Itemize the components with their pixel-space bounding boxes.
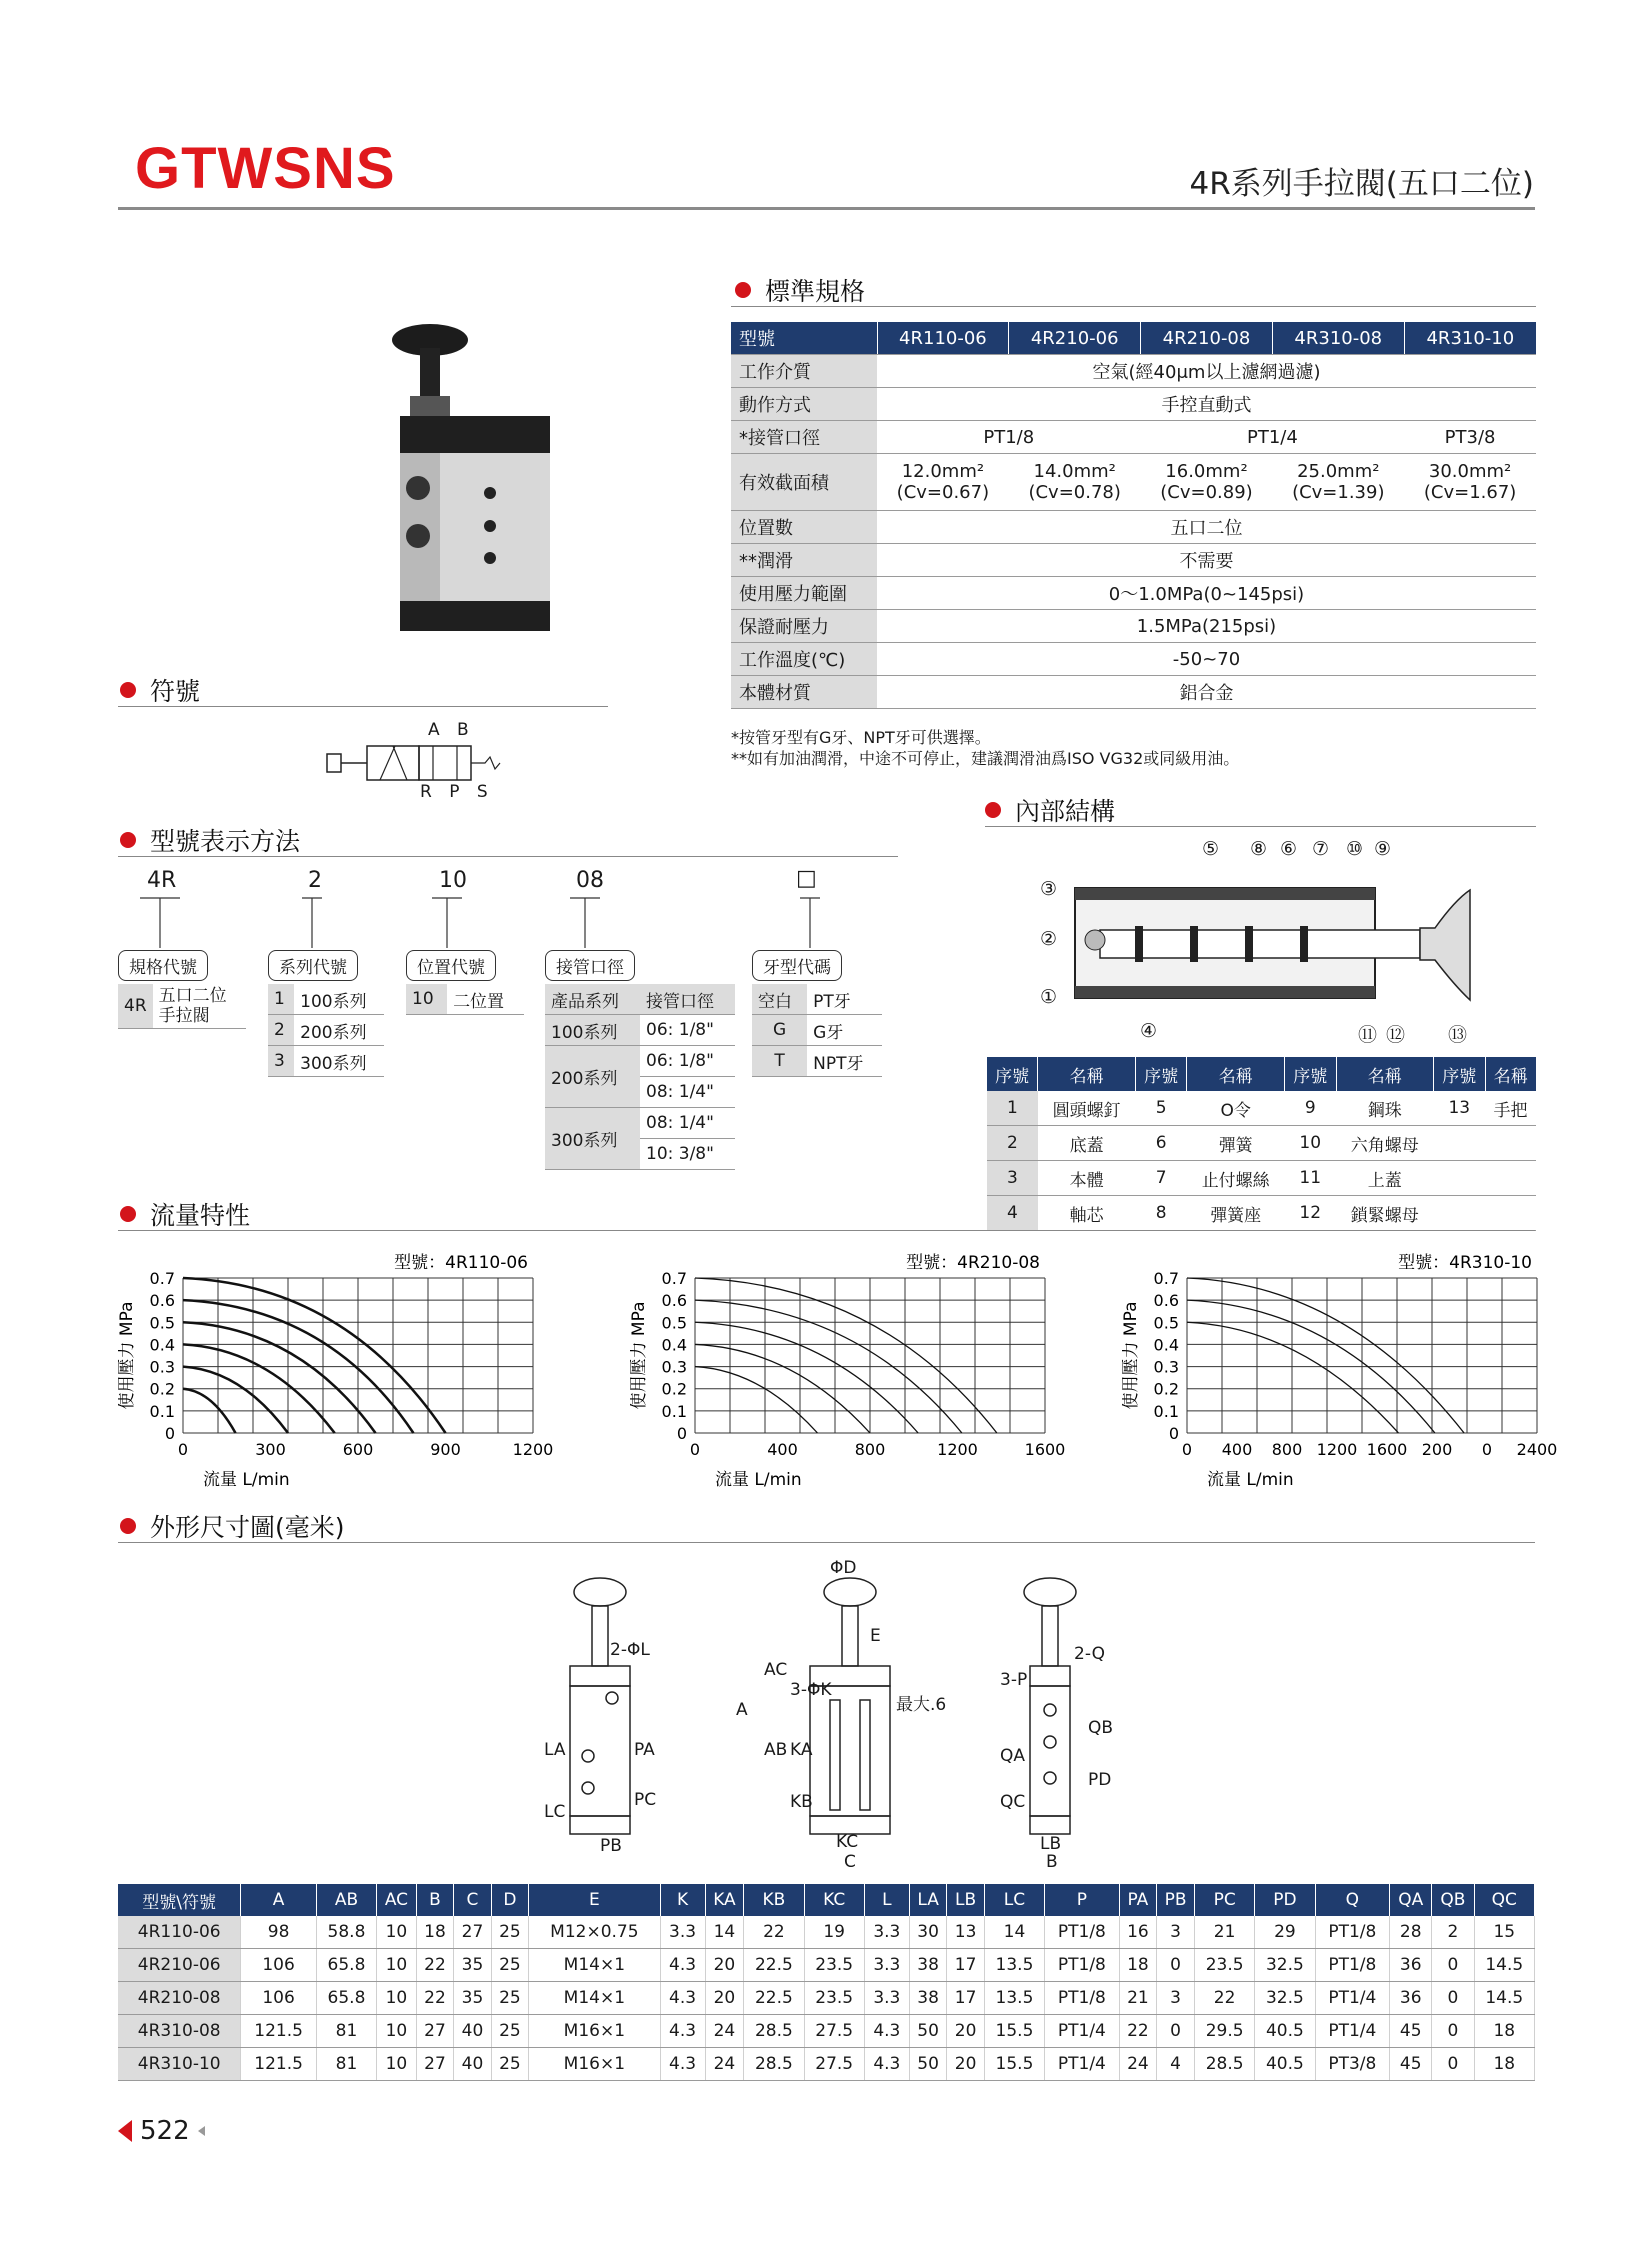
table-row: 4R310-08 121.5 81 10 27 40 25 M16×1 4.3 24 28.5 27.5 4.3 50 20 15.5 PT1/4 22 0 29.5 40.5 PT1/4 45 0 18: [118, 2015, 1535, 2048]
section-flow: 流量特性: [120, 1196, 250, 1232]
flow-curve: [695, 1367, 818, 1433]
badge-series: 系列代號: [268, 950, 358, 981]
y-tick-label: 0: [164, 1424, 175, 1443]
y-tick-label: 0.7: [1153, 1269, 1179, 1288]
x-tick-label: 1200: [512, 1440, 554, 1459]
y-tick-label: 0.2: [661, 1379, 687, 1399]
x-axis-label: 流量 L/min: [1207, 1470, 1294, 1488]
bullet-icon: [120, 682, 136, 698]
small-arrow-icon: [198, 2126, 205, 2136]
x-tick-label: 1600: [1366, 1440, 1408, 1459]
y-tick-label: 0.1: [661, 1401, 687, 1421]
parts-table: 序號 名稱 序號 名稱 序號 名稱 序號 名稱 1 圓頭螺釘 5 O令 9 鋼珠 13 手把 2 底蓋 6 彈簧 10 六角螺母 3 本體 7 止付螺絲 11 上蓋 4 軸芯 8 彈簧座 12 鎖緊螺母: [987, 1057, 1536, 1231]
x-tick-label: 0: [177, 1440, 189, 1459]
y-tick-label: 0: [1168, 1424, 1179, 1443]
y-tick-label: 0.3: [1153, 1357, 1179, 1377]
y-tick-label: 0.4: [661, 1335, 687, 1355]
y-tick-label: 0.1: [1153, 1401, 1179, 1421]
y-tick-label: 0.6: [1153, 1291, 1179, 1311]
y-tick-label: 0.7: [149, 1269, 175, 1288]
table-row: 4R210-08 106 65.8 10 22 35 25 M14×1 4.3 20 22.5 23.5 3.3 38 17 13.5 PT1/8 21 3 22 32.5 PT1/4 36 0 14.5: [118, 1982, 1535, 2015]
badge-spec: 規格代號: [118, 950, 208, 981]
x-axis-label: 流量 L/min: [715, 1470, 802, 1488]
flow-curve: [695, 1322, 918, 1433]
position-code-table: 10 二位置: [406, 984, 524, 1015]
y-tick-label: 0.5: [149, 1313, 175, 1333]
page-number: 522: [118, 2116, 205, 2146]
x-axis-label: 流量 L/min: [203, 1470, 290, 1488]
x-tick-label: 800: [1271, 1440, 1303, 1459]
table-row: 2 底蓋 6 彈簧 10 六角螺母: [987, 1126, 1536, 1161]
thread-code-table: 空白 PT牙 G G牙 T NPT牙: [752, 984, 882, 1077]
y-tick-label: 0.5: [661, 1313, 687, 1333]
badge-position: 位置代號: [406, 950, 496, 981]
table-row: 4R110-06 98 58.8 10 18 27 25 M12×0.75 3.3 14 22 19 3.3 30 13 14 PT1/8 16 3 21 29 PT1/8 28 2 15: [118, 1916, 1535, 1949]
chart-title: 型號：4R210-08: [906, 1253, 1040, 1273]
code-part-position: 10: [439, 868, 467, 893]
bullet-icon: [120, 1206, 136, 1222]
section-model: 型號表示方法: [120, 822, 300, 858]
x-tick-label: 200: [1421, 1440, 1453, 1459]
code-part-spec: 4R: [147, 868, 177, 893]
x-tick-label: 1200: [1316, 1440, 1358, 1459]
flow-curve: [183, 1367, 288, 1433]
x-tick-label: 900: [430, 1440, 461, 1459]
y-tick-label: 0.7: [661, 1269, 687, 1288]
table-row: 3 本體 7 止付螺絲 11 上蓋: [987, 1161, 1536, 1196]
y-tick-label: 0.5: [1153, 1313, 1179, 1333]
y-axis-label: 使用壓力 MPa: [1122, 1301, 1141, 1410]
flow-curve: [1187, 1278, 1464, 1433]
product-photo: [370, 318, 570, 648]
y-tick-label: 0.2: [149, 1379, 175, 1399]
dimensions-table: 型號\符號 A AB AC B C D E K KA KB KC L LA LB LC P PA PB PC PD Q QA QB QC 4R110-06 98 58.8 10 18 27 25 M12×0.75 3.3 14 22 19 3.3 30 13 14 PT1/8 16 3 21 29 PT1/8 28 2 15 4R210-06 106 65.8 10 22 35 25 M14×1 4.3 20 22.5 23.5 3.3 38 17 13.5 PT1/8 18 0 23.5 32.5 PT1/8 36 0 14.5 4R210-08 106 65.8 10 22 35 25 M14×1 4.3 20 22.5 23.5 3.3 38 17 13.5 PT1/8 21 3 22 32.5 PT1/4 36 0 14.5 4R310-08 121.5 81 10 27 40 25 M16×1 4.3 24 28.5 27.5 4.3 50 20 15.5 PT1/4 22 0 29.5 40.5 PT1/4 45 0 18 4R310-10 121.5 81 10 27 40 25 M16×1 4.3 24 28.5 27.5 4.3 50 20 15.5 PT1/4 24 4 28.5 40.5 PT3/8 45 0 18: [118, 1884, 1535, 2081]
code-part-series: 2: [308, 868, 322, 893]
internal-structure-drawing: [1040, 860, 1480, 1030]
table-row: 4R210-06 106 65.8 10 22 35 25 M14×1 4.3 20 22.5 23.5 3.3 38 17 13.5 PT1/8 18 0 23.5 32.5 PT1/8 36 0 14.5: [118, 1949, 1535, 1982]
symbol-top-ports: A B: [428, 720, 475, 740]
y-tick-label: 0.4: [1153, 1335, 1179, 1355]
table-row: 4R310-10 121.5 81 10 27 40 25 M16×1 4.3 24 28.5 27.5 4.3 50 20 15.5 PT1/4 24 4 28.5 40.5 PT3/8 45 0 18: [118, 2048, 1535, 2081]
x-tick-label: 1600: [1024, 1440, 1066, 1459]
flow-chart-3: [1122, 1248, 1577, 1492]
series-code-table: 1 100系列 2 200系列 3 300系列: [268, 984, 384, 1077]
symbol-bottom-ports: R P S: [420, 782, 494, 802]
bullet-icon: [735, 282, 751, 298]
section-dims: 外形尺寸圖(毫米): [120, 1508, 345, 1544]
table-row: 4 軸芯 8 彈簧座 12 鎖緊螺母: [987, 1196, 1536, 1231]
flow-chart-2: [630, 1248, 1085, 1492]
x-tick-label: 300: [255, 1440, 286, 1459]
y-tick-label: 0.6: [149, 1291, 175, 1311]
section-spec: 標準規格: [735, 272, 865, 308]
y-tick-label: 0.2: [1153, 1379, 1179, 1399]
brand-logo: GTWSNS: [135, 136, 396, 201]
table-row: 1 圓頭螺釘 5 O令 9 鋼珠 13 手把: [987, 1091, 1536, 1126]
dimension-labels: ΦD E 2-ΦL LA LC PA PC PB A AC AB KA KB 3-ΦK KC C 最大.6 3-P 2-Q QA QB QC PD LB B: [544, 1558, 1114, 1872]
badge-port: 接管口徑: [545, 950, 635, 981]
y-tick-label: 0.4: [149, 1335, 175, 1355]
bullet-icon: [985, 802, 1001, 818]
y-axis-label: 使用壓力 MPa: [630, 1301, 649, 1410]
code-part-thread: □: [796, 866, 817, 891]
spec-table: 型號 4R110-06 4R210-06 4R210-08 4R310-08 4R310-10 工作介質 空氣(經40μm以上濾網過濾) 動作方式 手控直動式 *接管口徑 PT1/8 PT1/4 PT3/8 有效截面積 12.0mm² (Cv=0.67) 14.0mm² (Cv=0.78) 16.0mm² (Cv=0.89) 25.0mm² (Cv=1.39) 30.0mm² (Cv=1.67) 位置數 五口二位 **潤滑 不需要 使用壓力範圍 0～1.0MPa(0~145psi) 保證耐壓力 1.5MPa(215psi) 工作溫度(℃) -50~70 本體材質 鋁合金: [731, 322, 1536, 709]
bullet-icon: [120, 1518, 136, 1534]
port-code-table: 產品系列 接管口徑 100系列 06: 1/8" 200系列 06: 1/8" 08: 1/4" 300系列 08: 1/4" 10: 3/8": [545, 984, 735, 1170]
y-tick-label: 0.3: [661, 1357, 687, 1377]
x-tick-label: 400: [1221, 1440, 1253, 1459]
x-tick-label: 2400: [1516, 1440, 1558, 1459]
flow-chart-1: [118, 1248, 573, 1492]
spec-code-table: 4R 五口二位手拉閥: [118, 984, 246, 1029]
y-axis-label: 使用壓力 MPa: [118, 1301, 137, 1410]
x-tick-label: 0: [1181, 1440, 1193, 1459]
code-connectors: [118, 896, 898, 952]
section-symbol: 符號: [120, 672, 200, 708]
valve-symbol: [325, 742, 505, 784]
y-tick-label: 0.6: [661, 1291, 687, 1311]
y-tick-label: 0.1: [149, 1401, 175, 1421]
y-tick-label: 0.3: [149, 1357, 175, 1377]
x-tick-label: 800: [854, 1440, 886, 1459]
y-tick-label: 0: [676, 1424, 687, 1443]
header-rule: [118, 207, 1535, 210]
x-tick-label: 0: [689, 1440, 701, 1459]
badge-thread: 牙型代碼: [752, 950, 842, 981]
section-internal: 內部結構: [985, 792, 1115, 828]
x-tick-label: 600: [342, 1440, 374, 1459]
left-arrow-icon: [118, 2120, 132, 2142]
x-tick-label: 1200: [937, 1440, 978, 1459]
page-title: 4R系列手拉閥(五口二位): [1189, 166, 1534, 202]
bullet-icon: [120, 832, 136, 848]
x-tick-label: 400: [767, 1440, 798, 1459]
x-tick-label: 0: [1481, 1440, 1493, 1459]
chart-title: 型號：4R110-06: [394, 1253, 528, 1273]
code-part-port: 08: [576, 868, 604, 893]
spec-notes: *按管牙型有G牙、NPT牙可供選擇。 **如有加油潤滑，中途不可停止，建議潤滑油爲ISO VG32或同級用油。: [731, 728, 1240, 768]
chart-title: 型號：4R310-10: [1398, 1253, 1532, 1273]
